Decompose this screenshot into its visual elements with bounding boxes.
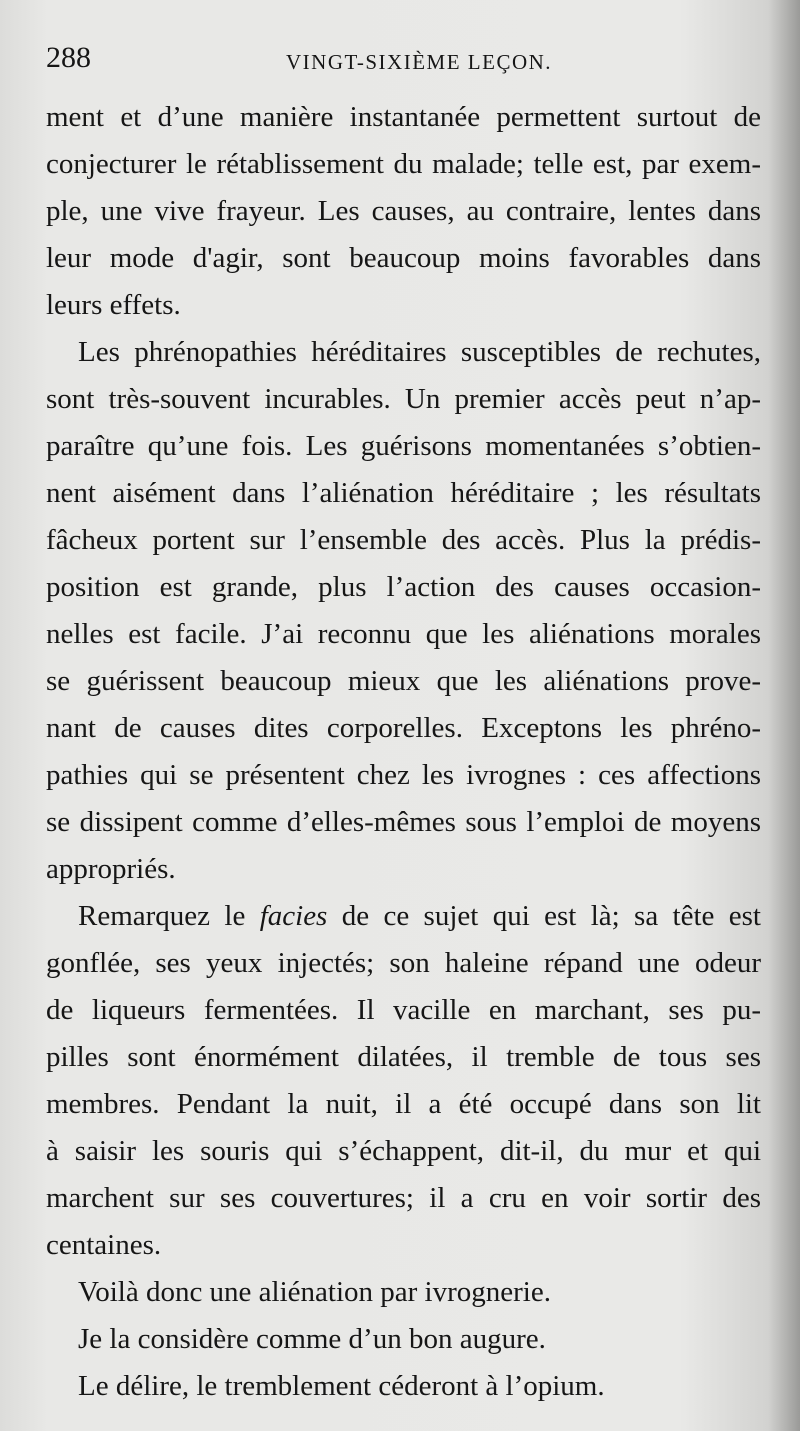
text-line: ple, une vive frayeur. Les causes, au contraire, lentes dans <box>46 195 761 227</box>
text-line: de liqueurs fermentées. Il vacille en marchant, ses pu- <box>46 994 761 1026</box>
text-line: centaines. <box>46 1229 162 1261</box>
text-line: paraître qu’une fois. Les guérisons momentanées s’obtien- <box>46 430 761 462</box>
text-line: nelles est facile. J’ai reconnu que les aliénations morales <box>46 618 761 650</box>
text-line: fâcheux portent sur l’ensemble des accès. Plus la prédis- <box>46 524 761 556</box>
text-line: conjecturer le rétablissement du malade; telle est, par exem- <box>46 148 761 180</box>
text-line: sont très-souvent incurables. Un premier accès peut n’ap- <box>46 383 761 415</box>
text-line: nent aisément dans l’aliénation héréditaire ; les résultats <box>46 477 761 509</box>
page-header <box>46 38 761 78</box>
text-line: se dissipent comme d’elles-mêmes sous l’emploi de moyens <box>46 806 761 838</box>
text-line: leur mode d'agir, sont beaucoup moins favorables dans <box>46 242 761 274</box>
body-text <box>46 94 761 1410</box>
text-line: ment et d’une manière instantanée permettent surtout de <box>46 101 761 133</box>
text-line: position est grande, plus l’action des causes occasion- <box>46 571 761 603</box>
text-line: Voilà donc une aliénation par ivrognerie. <box>78 1276 551 1308</box>
text-segment: de ce sujet qui est là; sa tête est <box>327 900 761 932</box>
text-line: gonflée, ses yeux injectés; son haleine répand une odeur <box>46 947 761 979</box>
text-line: membres. Pendant la nuit, il a été occupé dans son lit <box>46 1088 761 1120</box>
text-line: pilles sont énormément dilatées, il tremble de tous ses <box>46 1041 761 1073</box>
text-line-with-italic <box>46 893 761 940</box>
text-segment: Remarquez le <box>78 900 260 932</box>
text-line: leurs effets. <box>46 289 181 321</box>
running-title: VINGT-SIXIÈME LEÇON. <box>286 50 553 74</box>
text-line: appropriés. <box>46 853 176 885</box>
text-line: pathies qui se présentent chez les ivrognes : ces affections <box>46 759 761 791</box>
italic-word: facies <box>259 900 328 932</box>
text-line: Le délire, le tremblement céderont à l’opium. <box>78 1370 605 1402</box>
text-line: marchent sur ses couvertures; il a cru en voir sortir des <box>46 1182 761 1214</box>
text-line: se guérissent beaucoup mieux que les aliénations prove- <box>46 665 761 697</box>
text-line: à saisir les souris qui s’échappent, dit-il, du mur et qui <box>46 1135 761 1167</box>
text-line: nant de causes dites corporelles. Exceptons les phréno- <box>46 712 761 744</box>
page-number: 288 <box>46 41 91 74</box>
text-line: Je la considère comme d’un bon augure. <box>78 1323 546 1355</box>
text-line: Les phrénopathies héréditaires susceptibles de rechutes, <box>78 336 761 368</box>
